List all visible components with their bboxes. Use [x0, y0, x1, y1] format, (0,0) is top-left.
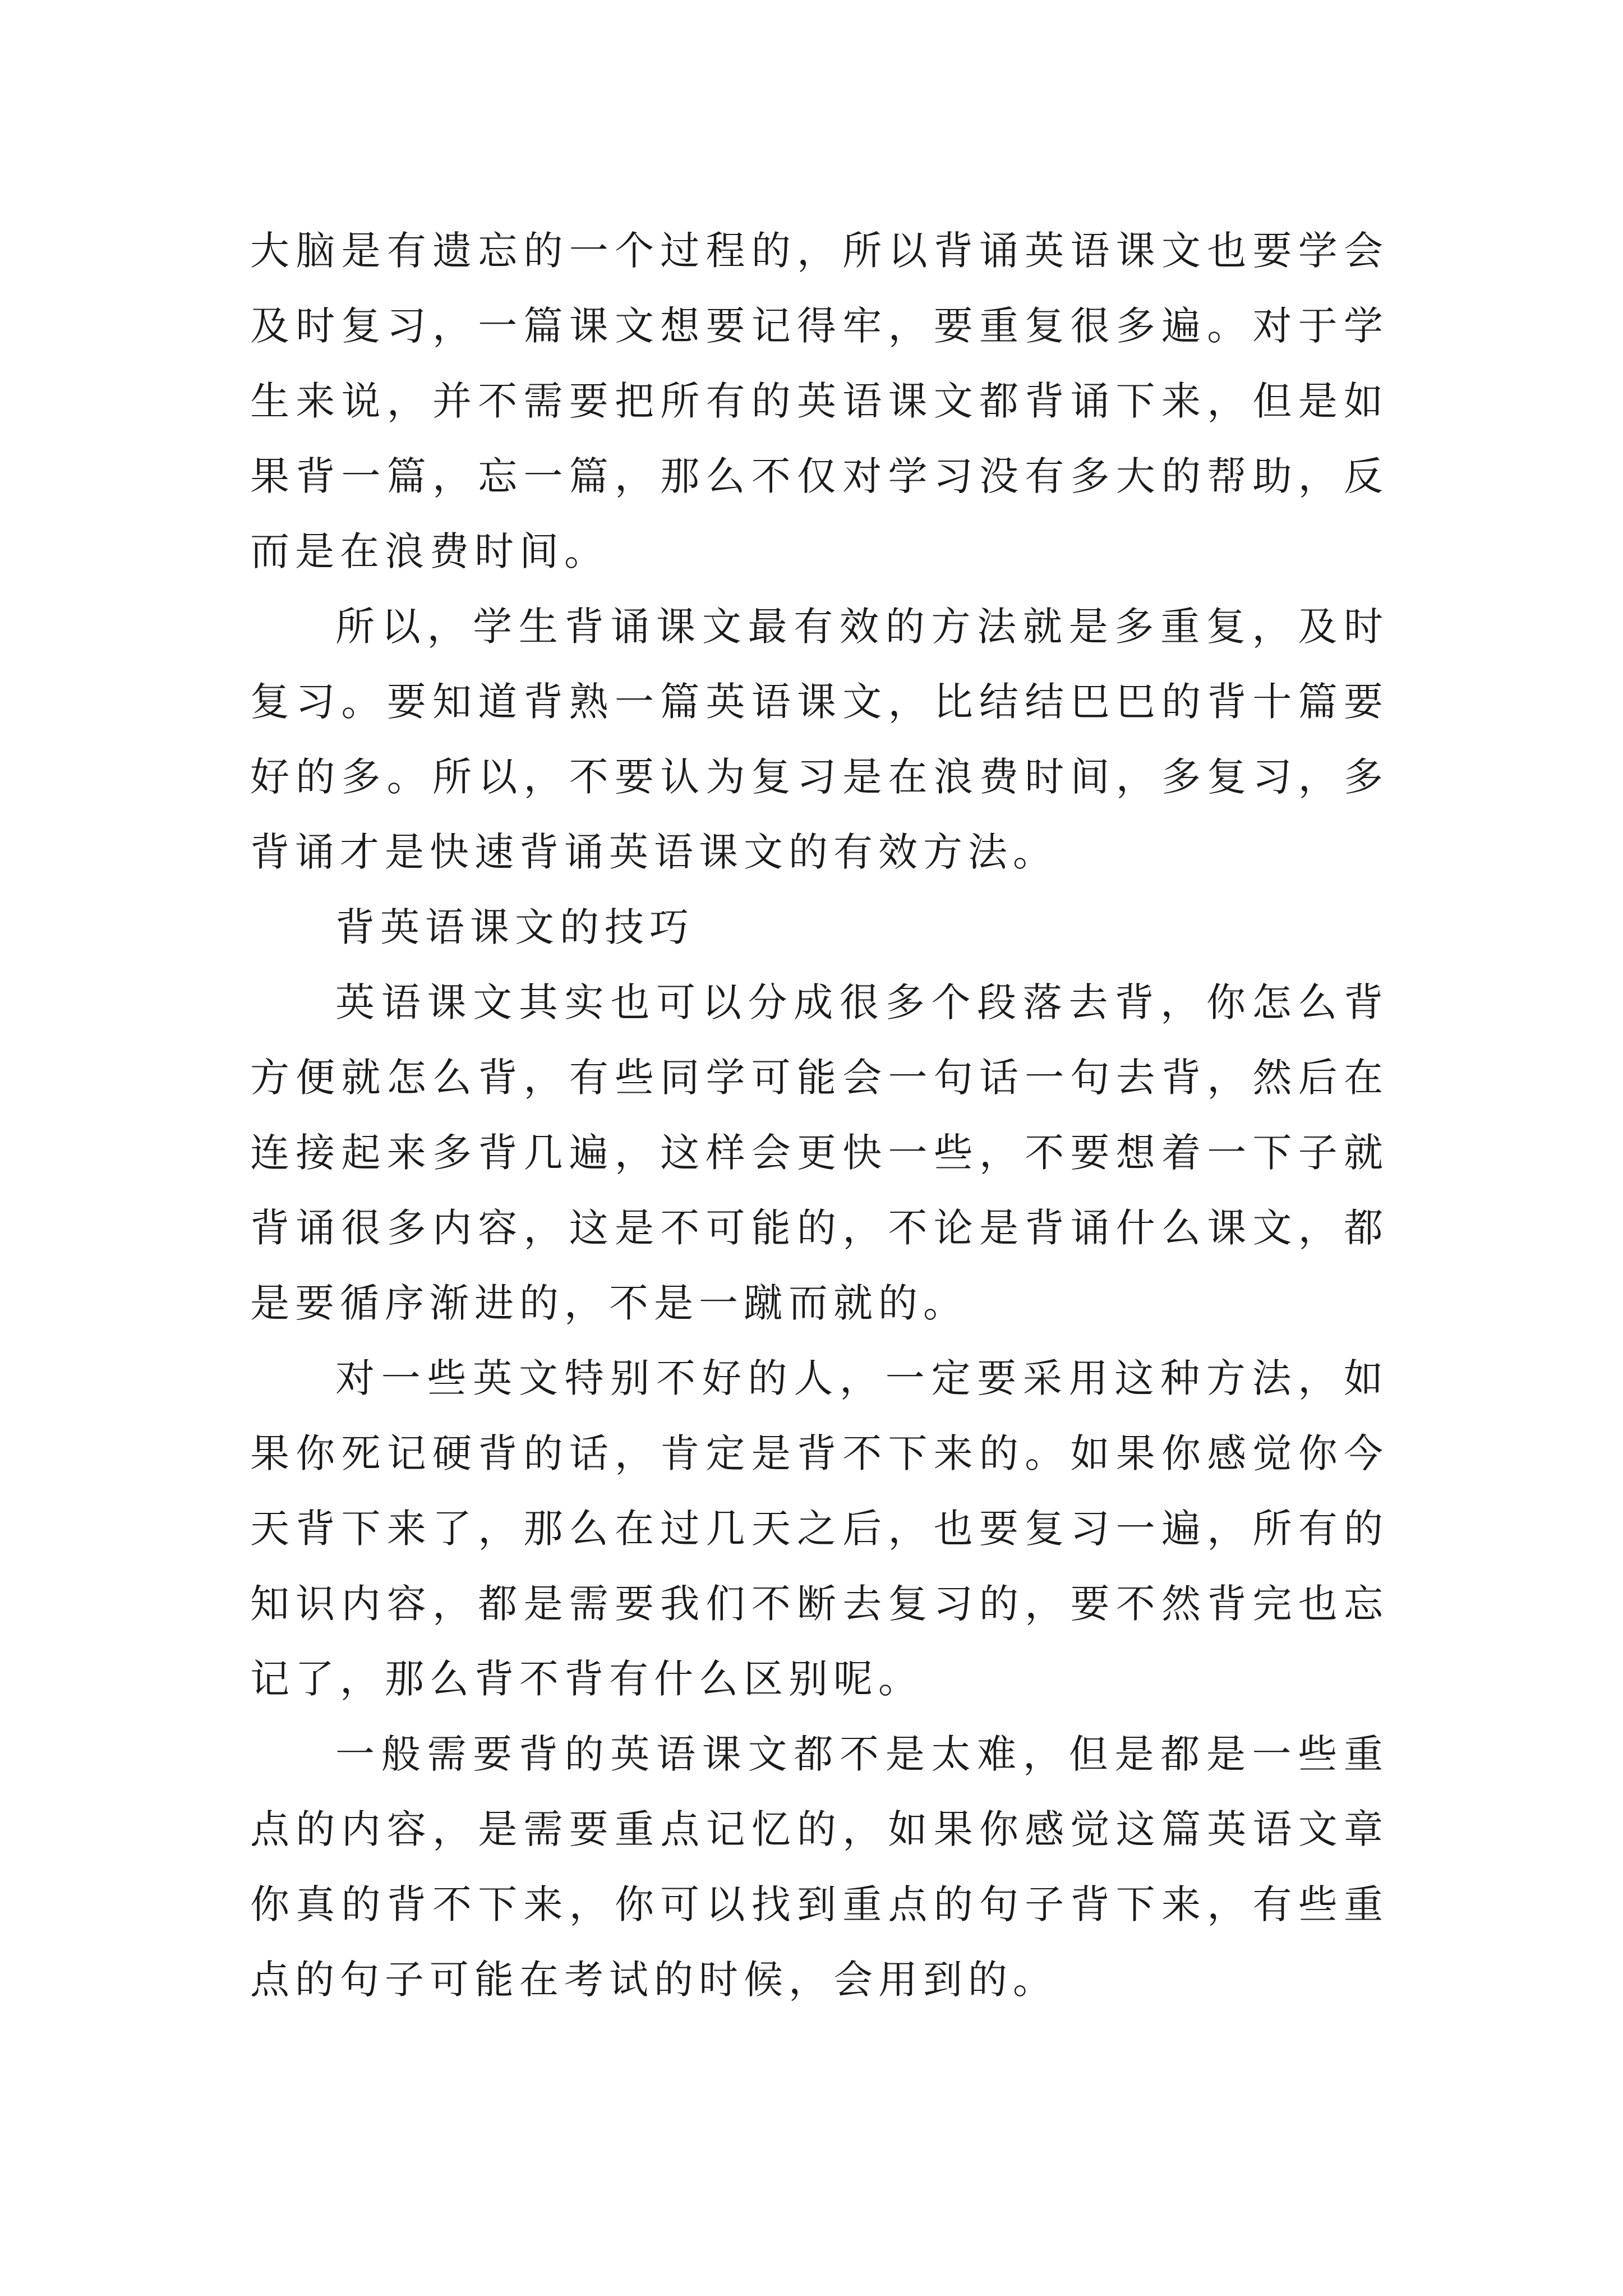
paragraph: 英语课文其实也可以分成很多个段落去背，你怎么背方便就怎么背，有些同学可能会一句话一句去背，然后在连接起来多背几遍，这样会更快一些，不要想着一下子就背诵很多内容，这是不可能的，不论是背诵什么课文，都是要循序渐进的，不是一蹴而就的。: [250, 979, 1389, 1326]
paragraph: 所以，学生背诵课文最有效的方法就是多重复，及时复习。要知道背熟一篇英语课文，比结结巴巴的背十篇要好的多。所以，不要认为复习是在浪费时间，多复习，多背诵才是快速背诵英语课文的有效方法。: [250, 604, 1389, 875]
document-page: [250, 213, 1389, 2017]
paragraph: 大脑是有遗忘的一个过程的，所以背诵英语课文也要学会及时复习，一篇课文想要记得牢，要重复很多遍。对于学生来说，并不需要把所有的英语课文都背诵下来，但是如果背一篇，忘一篇，那么不仅对学习没有多大的帮助，反而是在浪费时间。: [250, 228, 1389, 574]
paragraph: 一般需要背的英语课文都不是太难，但是都是一些重点的内容，是需要重点记忆的，如果你感觉这篇英语文章你真的背不下来，你可以找到重点的句子背下来，有些重点的句子可能在考试的时候，会用到的。: [250, 1731, 1389, 2003]
section-heading: 背英语课文的技巧: [335, 904, 694, 950]
paragraph: 对一些英文特别不好的人，一定要采用这种方法，如果你死记硬背的话，肯定是背不下来的。如果你感觉你今天背下来了，那么在过几天之后，也要复习一遍，所有的知识内容，都是需要我们不断去复习的，要不然背完也忘记了，那么背不背有什么区别呢。: [250, 1355, 1389, 1702]
